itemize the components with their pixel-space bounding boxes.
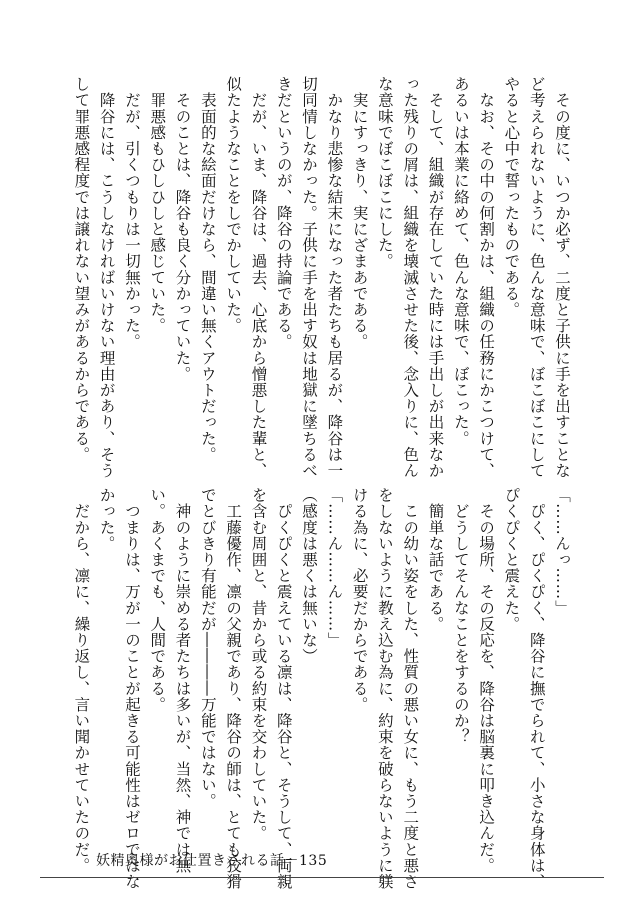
text-line: 実にすっきり、実にざまあである。 — [350, 76, 369, 350]
text-line: ぴくぴくと震えた。 — [502, 487, 521, 632]
text-line: ぴくぴくと震えている凛は、降谷と、そうして、両親 — [274, 487, 293, 890]
page-footer-title: 妖精奥様がお仕置きされる話－135 — [96, 853, 328, 869]
text-line: 「……んっ……」 — [553, 487, 571, 616]
text-line: この幼い姿をした、性質の悪い女に、もう二度と悪さ — [401, 487, 420, 890]
text-line: 似たようなことをしでかしていた。 — [224, 76, 243, 334]
text-line: 切同情しなかった。子供に手を出す奴は地獄に墜ちるべ — [300, 76, 319, 479]
text-line: 簡単な話である。 — [426, 487, 445, 632]
text-line: つまりは、万が一のことが起きる可能性はゼロではな — [122, 487, 141, 890]
footer-divider — [40, 877, 604, 878]
text-line: ど考えられないように、色んな意味で、ぼこぼこにして — [527, 76, 546, 479]
text-line: かなり悲惨な結末になった者たちも居るが、降谷は一 — [325, 76, 344, 479]
text-line: ぴく、ぴくぴく、降谷に撫でられて、小さな身体は、 — [527, 487, 546, 890]
text-line: 「……ん……ん……」 — [325, 487, 344, 648]
text-line: だから、凛に、繰り返し、言い聞かせていたのだ。 — [72, 487, 91, 874]
text-line: 表面的な絵面だけなら、間違い無くアウトだった。 — [198, 76, 217, 463]
text-line: だが、引くつもりは一切無かった。 — [122, 76, 141, 350]
text-line: 降谷には、こうしなければいけない理由があり、そう — [97, 76, 116, 479]
text-line: な意味でぼこぼこにした。 — [375, 76, 394, 270]
text-line: きだというのが、降谷の持論である。 — [274, 76, 293, 350]
text-line: あるいは本業に絡めて、色んな意味で、ぼこった。 — [451, 76, 470, 447]
text-line: 神のように崇める者たちは多いが、当然、神では無 — [173, 487, 192, 874]
text-line: その度に、いつか必ず、二度と子供に手を出すことな — [553, 76, 571, 479]
text-line: やると心中で誓ったものである。 — [502, 76, 521, 318]
text-line: 罪悪感もひしひしと感じていた。 — [148, 76, 167, 334]
text-line: なお、その中の何割かは、組織の任務にかこつけて、 — [477, 76, 496, 479]
text-line: を含む周囲と、昔から或る約束を交わしていた。 — [249, 487, 268, 842]
text-line: どうしてそんなことをするのか？ — [451, 487, 470, 745]
top-text-block — [72, 76, 574, 479]
text-line: 工藤優作、凛の父親であり、降谷の師は、とても狡猾 — [224, 487, 243, 890]
text-line: して罪悪感程度では譲れない望みがあるからである。 — [72, 76, 91, 463]
text-line: い。あくまでも、人間である。 — [148, 487, 167, 713]
text-line: ける為に、必要だからである。 — [350, 487, 369, 713]
text-line: った残りの屑は、組織を壊滅させた後、念入りに、色ん — [401, 76, 420, 479]
text-line: そして、組織が存在していた時には手出しが出来なか — [426, 76, 445, 479]
text-line: だが、いま、降谷は、過去、心底から憎悪した輩と、 — [249, 76, 268, 479]
text-line: （感度は悪くは無いな） — [300, 487, 319, 665]
text-line: かった。 — [97, 487, 116, 552]
text-line: でとびきり有能だが――――万能ではない。 — [198, 487, 217, 809]
text-line: そのことは、降谷も良く分かっていた。 — [173, 76, 192, 382]
text-line: その場所、その反応を、降谷は脳裏に叩き込んだ。 — [477, 487, 496, 874]
text-line: をしないように教え込む為に、約束を破らないように躾 — [375, 487, 394, 890]
